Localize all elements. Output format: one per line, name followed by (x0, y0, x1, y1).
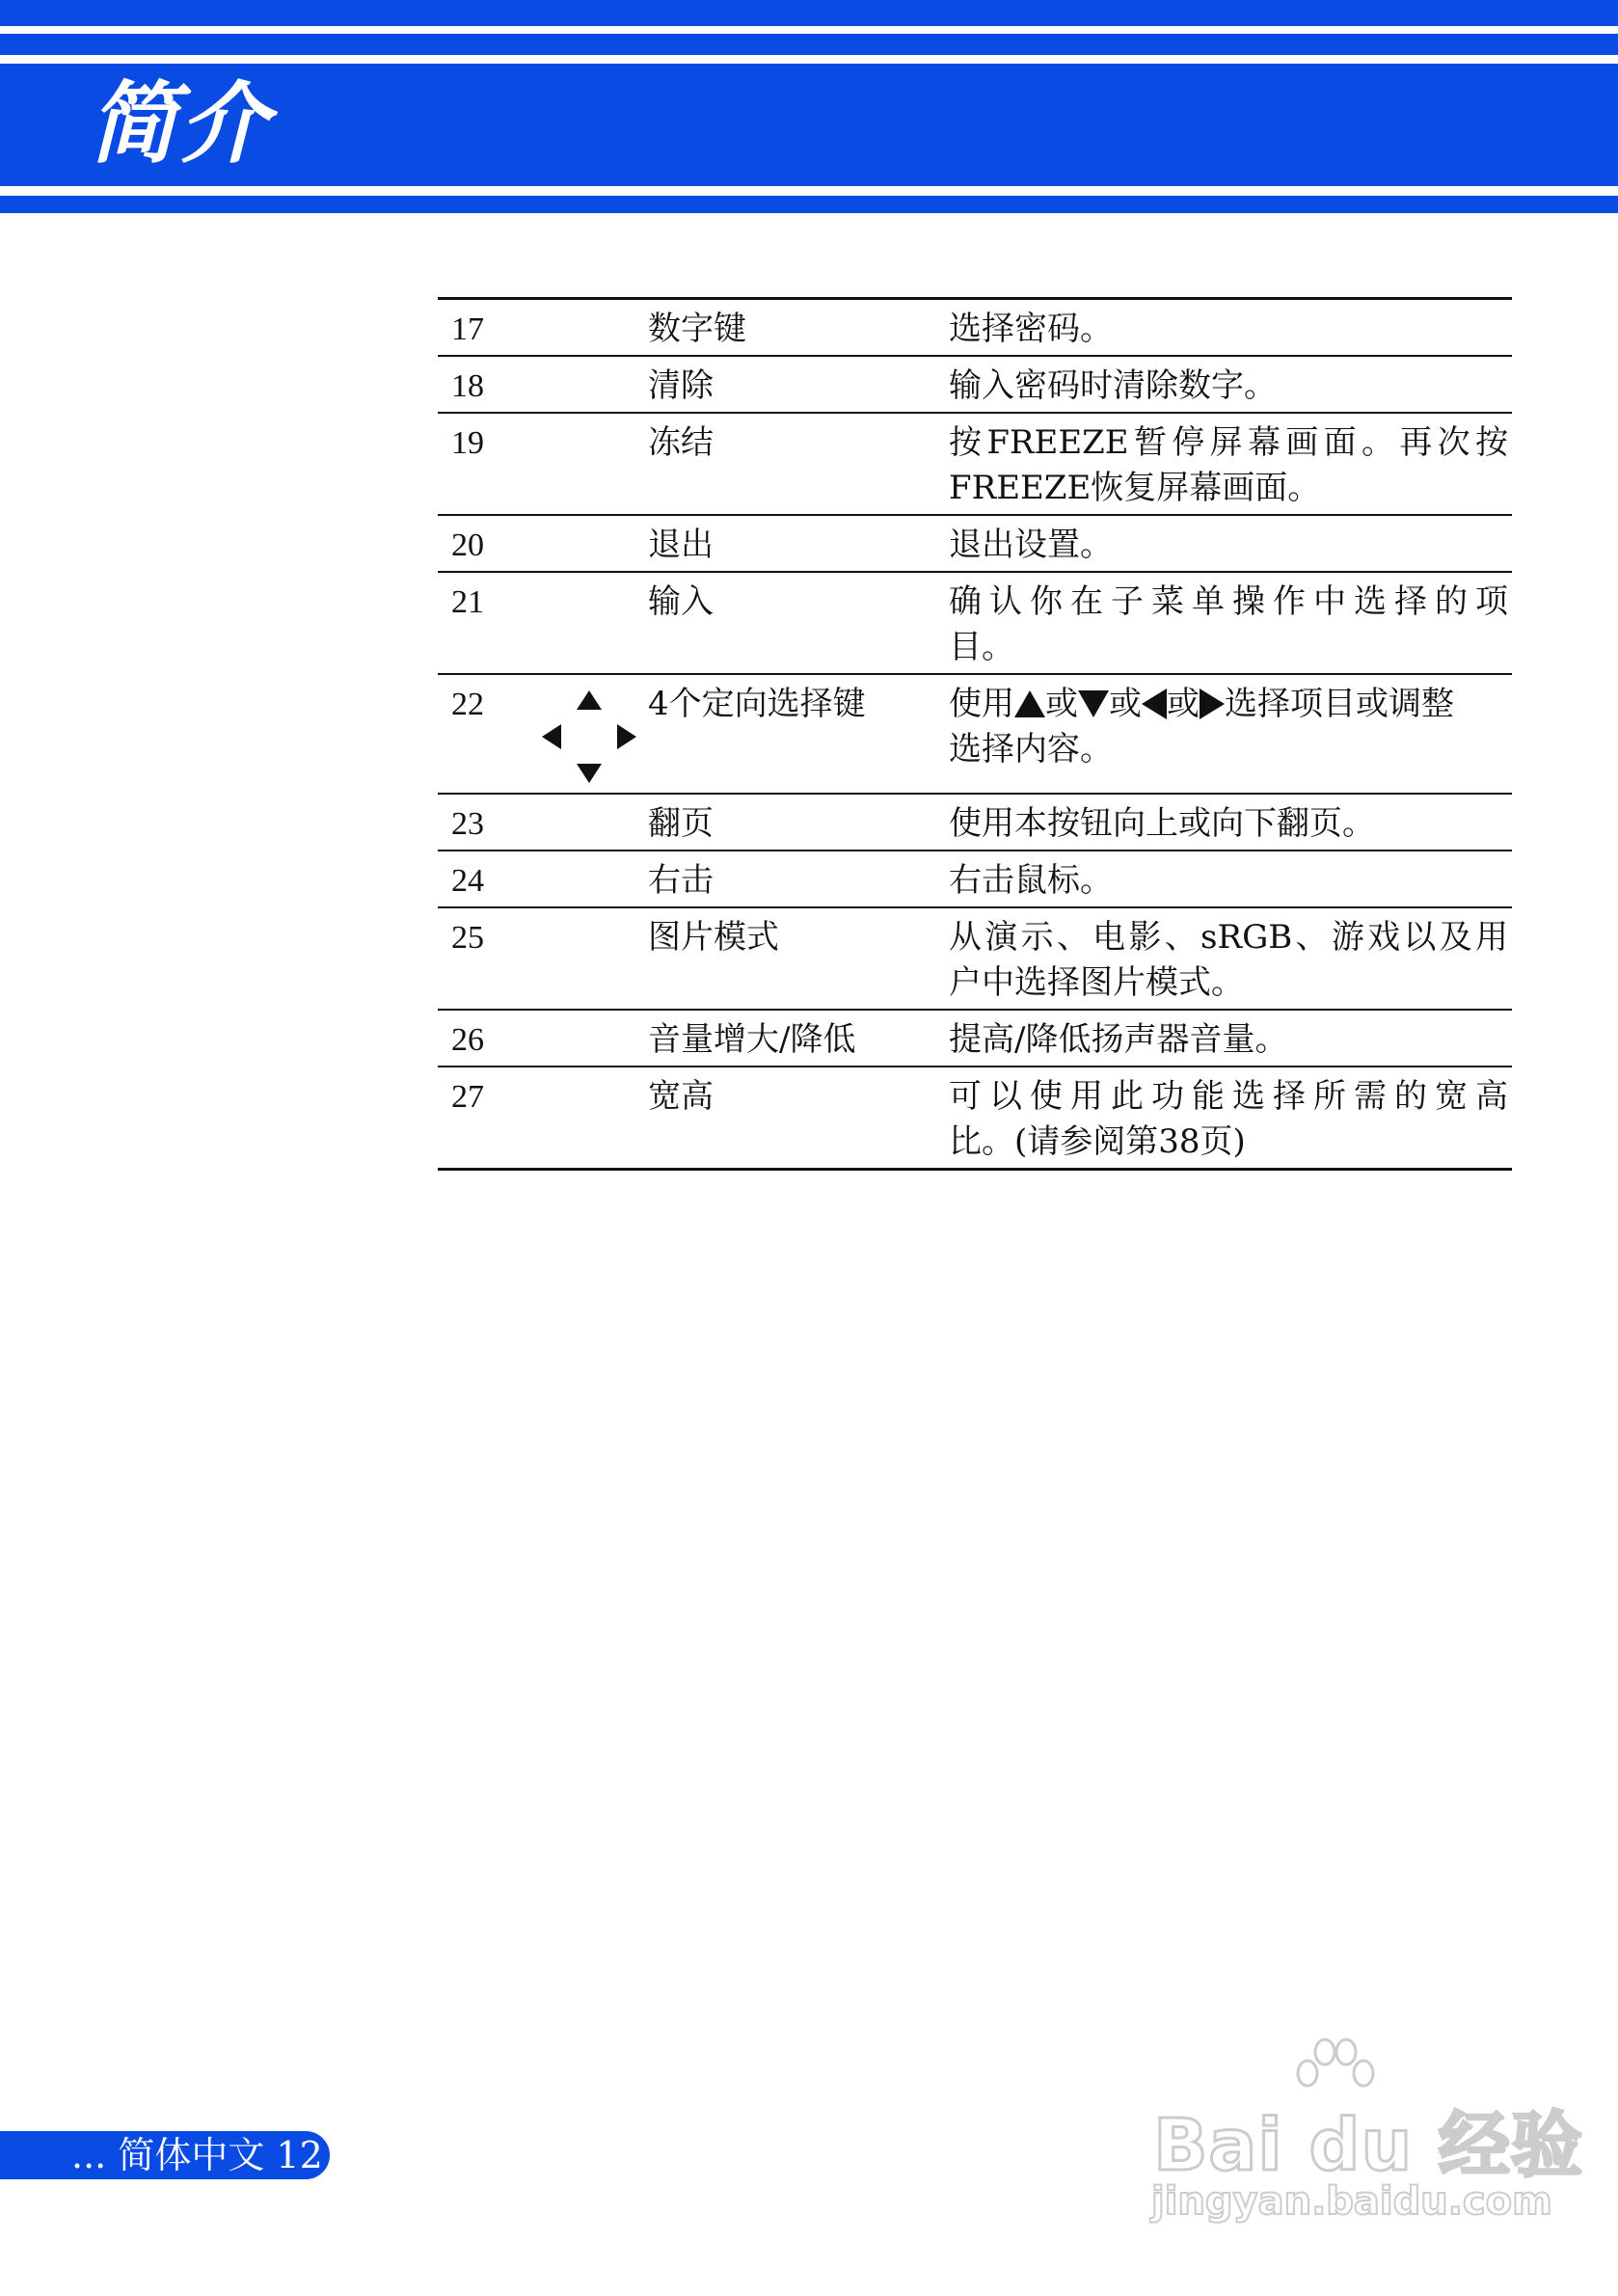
table-row (438, 1067, 1512, 1171)
row-number: 18 (451, 368, 484, 404)
key-description (949, 915, 1508, 1006)
key-description (949, 420, 1508, 511)
key-name: 输入 (648, 582, 714, 621)
row-number: 22 (451, 687, 484, 722)
four-direction-arrows-icon (540, 689, 638, 785)
key-name: 宽高 (648, 1077, 714, 1116)
key-description (949, 682, 1508, 772)
left-triangle-icon (1142, 689, 1167, 719)
key-name: 4个定向选择键 (648, 685, 866, 723)
key-name: 图片模式 (648, 918, 779, 957)
table-row (438, 573, 1512, 675)
up-triangle-icon (1014, 690, 1045, 717)
row-number: 17 (451, 311, 484, 347)
page-title: 简介 (89, 72, 271, 176)
remote-keys-table (438, 297, 1512, 1171)
baidu-watermark (1146, 2035, 1583, 2237)
description-line: 比。(请参阅第38页) (949, 1122, 1246, 1161)
watermark-brand: Bai du 经验 (1153, 2104, 1583, 2187)
description-line: 从演示、电影、sRGB、游戏以及用 (949, 918, 1508, 957)
description-line: 输入密码时清除数字。 (949, 366, 1277, 405)
description-text: 选择项目或调整 (1225, 685, 1454, 723)
description-text: 或 (1109, 685, 1142, 723)
key-description (949, 364, 1508, 409)
row-number: 26 (451, 1022, 484, 1058)
table-row (438, 795, 1512, 851)
description-line: 退出设置。 (949, 526, 1113, 564)
row-number: 19 (451, 425, 484, 461)
key-description (949, 1017, 1508, 1063)
key-name: 冻结 (648, 423, 714, 462)
table-row (438, 1011, 1512, 1067)
table-row (438, 908, 1512, 1011)
table-row (438, 851, 1512, 908)
key-name: 数字键 (648, 310, 746, 348)
description-line: 户中选择图片模式。 (949, 963, 1244, 1002)
key-name: 退出 (648, 526, 714, 564)
key-name: 音量增大/降低 (648, 1020, 856, 1059)
key-description (949, 580, 1508, 670)
description-line: 可以使用此功能选择所需的宽高 (949, 1077, 1508, 1116)
right-triangle-icon (1200, 689, 1225, 719)
row-number: 20 (451, 527, 484, 563)
description-line: 目。 (949, 628, 1014, 666)
key-description (949, 307, 1508, 352)
arrow-up-icon (577, 690, 602, 710)
arrow-down-icon (577, 764, 602, 783)
arrow-left-icon (542, 724, 561, 749)
watermark-url: jingyan.baidu.com (1151, 2179, 1552, 2224)
description-line: 提高/降低扬声器音量。 (949, 1020, 1288, 1059)
description-line: 选择内容。 (949, 730, 1113, 769)
description-text: 或 (1167, 685, 1200, 723)
header-thin-stripe (0, 34, 1618, 55)
table-row (438, 357, 1512, 414)
header-top-stripe (0, 0, 1618, 26)
description-line: FREEZE恢复屏幕画面。 (949, 469, 1321, 507)
key-description (949, 1074, 1508, 1165)
table-row (438, 414, 1512, 516)
description-line (949, 682, 1508, 727)
description-line: 右击鼠标。 (949, 861, 1113, 900)
row-number: 25 (451, 920, 484, 956)
description-text: 或 (1045, 685, 1078, 723)
description-line: 按FREEZE暂停屏幕画面。再次按 (949, 423, 1508, 462)
row-number: 24 (451, 863, 484, 899)
row-number: 21 (451, 584, 484, 620)
row-number: 23 (451, 806, 484, 842)
key-name: 清除 (648, 366, 714, 405)
header-bottom-stripe (0, 196, 1618, 213)
key-description (949, 523, 1508, 568)
description-line: 选择密码。 (949, 310, 1113, 348)
table-row (438, 516, 1512, 573)
arrow-right-icon (617, 724, 636, 749)
footer-page-label: ... 简体中文 12 (71, 2134, 323, 2176)
key-name: 翻页 (648, 804, 714, 843)
key-name: 右击 (648, 861, 714, 900)
description-text: 使用 (949, 685, 1014, 723)
description-line: 确认你在子菜单操作中选择的项 (949, 582, 1508, 621)
row-number: 27 (451, 1079, 484, 1115)
table-row (438, 300, 1512, 357)
description-line: 使用本按钮向上或向下翻页。 (949, 804, 1375, 843)
down-triangle-icon (1078, 690, 1109, 717)
table-row (438, 675, 1512, 795)
key-description (949, 858, 1508, 904)
key-description (949, 801, 1508, 847)
